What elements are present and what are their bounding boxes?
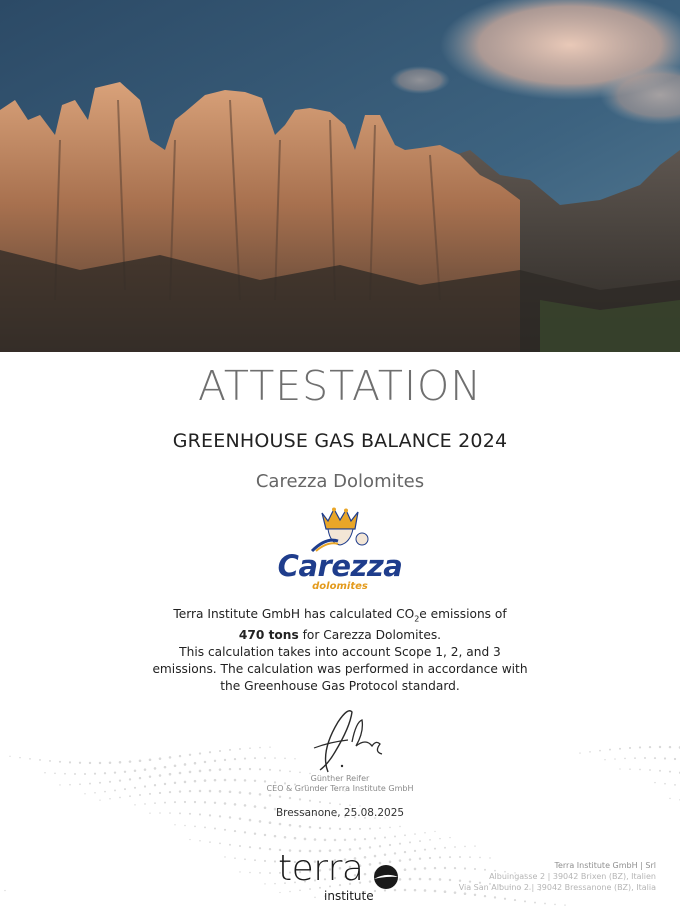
- carezza-logo-sub: dolomites: [312, 581, 368, 592]
- statement-line1-suffix: e emissions of: [419, 607, 507, 621]
- terra-logo-sub: institute: [324, 889, 374, 903]
- footer-address-de: Albuingasse 2 | 39042 Brixen (BZ), Italien: [489, 872, 656, 881]
- king-crown-icon: [308, 507, 372, 553]
- statement-line3: This calculation takes into account Scope 1, 2, and 3 emissions. The calculation was performed in accordance with the Greenhouse Gas Protocol standard.: [152, 645, 528, 694]
- attestation-statement: [150, 606, 530, 695]
- terra-institute-logo: [272, 848, 412, 906]
- footer-address-it: Via San Albuino 2 | 39042 Bressanone (BZ), Italia: [458, 883, 656, 892]
- page-title: ATTESTATION: [198, 362, 482, 410]
- terra-logo-word: terra: [278, 848, 364, 889]
- statement-line1-prefix: Terra Institute GmbH has calculated CO: [173, 607, 415, 621]
- statement-co2-subscript: 2: [414, 614, 420, 624]
- place-date: Bressanone, 25.08.2025: [275, 807, 405, 819]
- terra-globe-icon: [369, 864, 403, 890]
- signer-name: Günther Reifer: [310, 774, 370, 783]
- carezza-logo-word: Carezza: [277, 549, 403, 583]
- footer-address: [459, 860, 656, 893]
- signer-role: CEO & Gründer Terra Institute GmbH: [266, 784, 414, 793]
- company-name: Carezza Dolomites: [255, 471, 425, 492]
- footer-company: Terra Institute GmbH | Srl: [554, 861, 656, 870]
- statement-line2: for Carezza Dolomites.: [298, 628, 442, 643]
- handwritten-signature: [290, 702, 400, 780]
- hero-mountain-image: [0, 0, 680, 352]
- page-subtitle: GREENHOUSE GAS BALANCE 2024: [172, 430, 508, 452]
- emission-amount: 470 tons: [238, 628, 299, 643]
- carezza-logo: [275, 507, 405, 595]
